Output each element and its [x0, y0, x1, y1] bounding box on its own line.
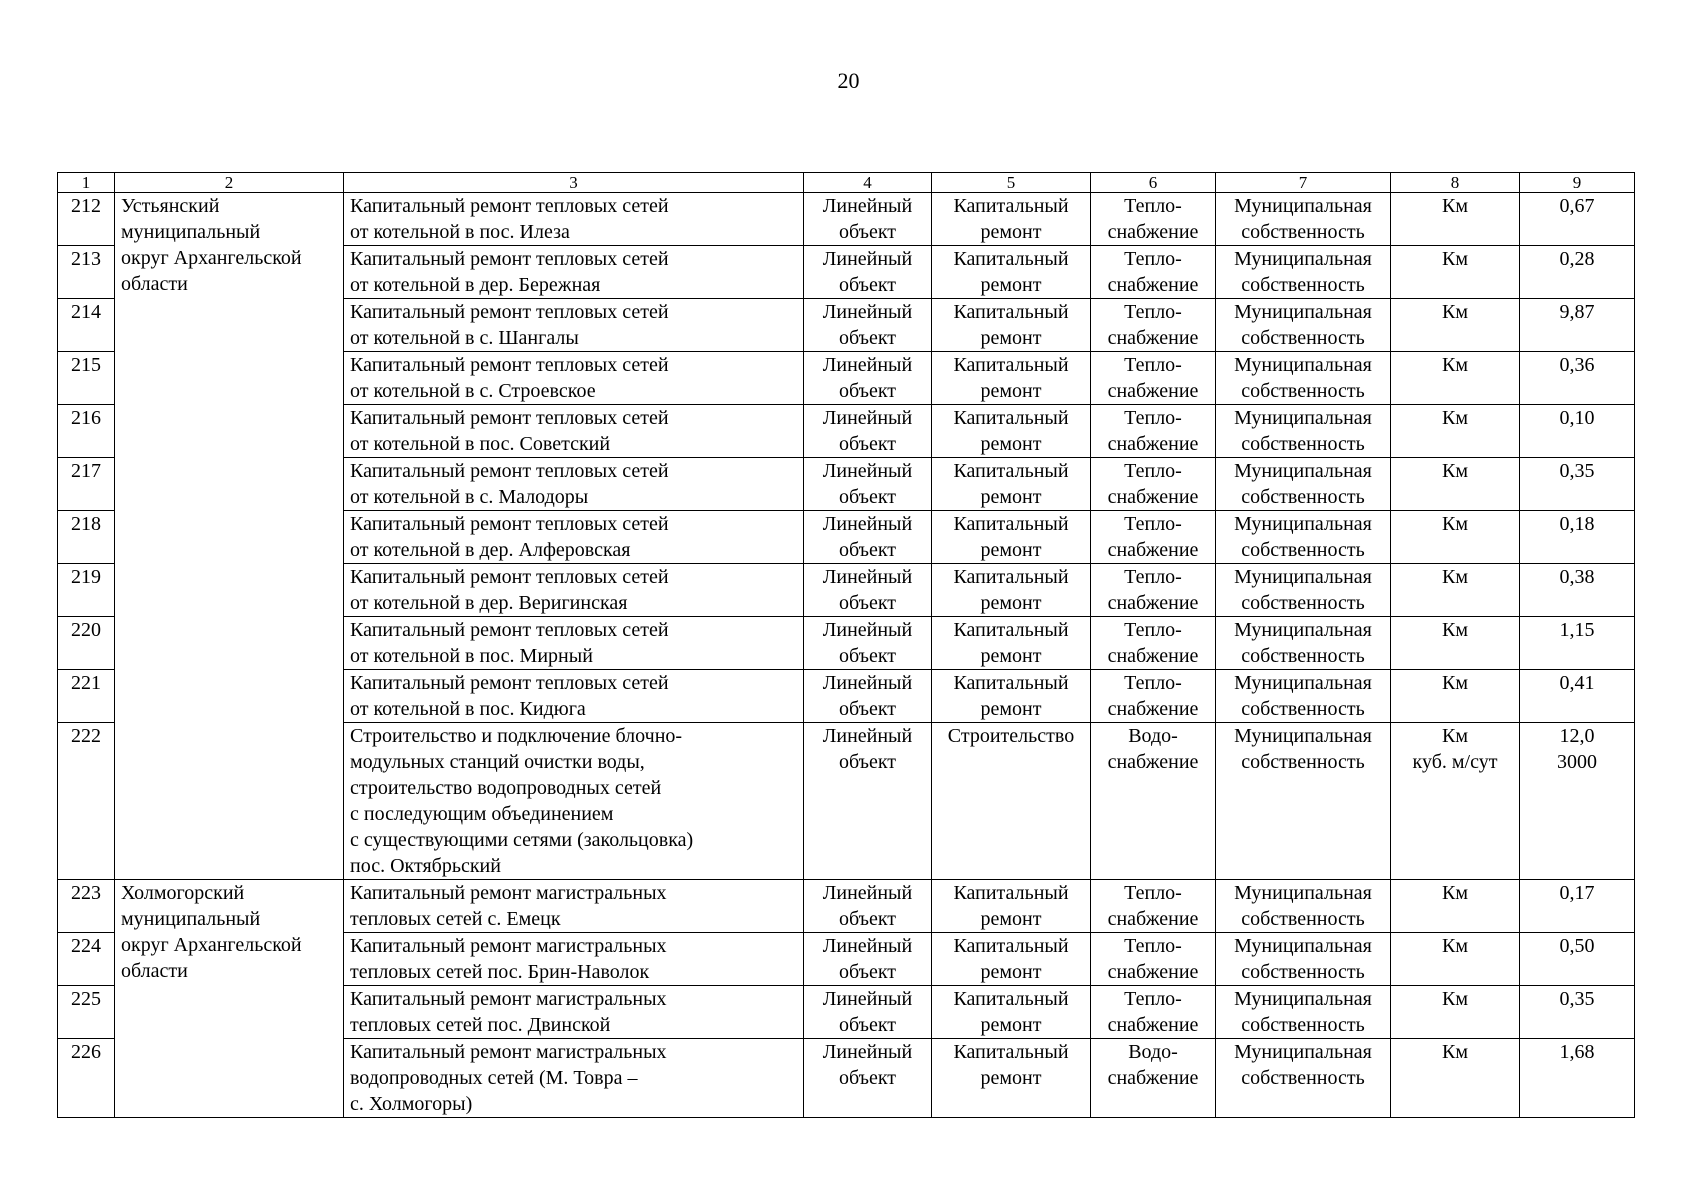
- unit-cell: Км: [1391, 511, 1520, 564]
- object-name-cell: Капитальный ремонт тепловых сетей от котельной в с. Малодоры: [344, 458, 804, 511]
- object-name-cell: Капитальный ремонт магистральных тепловых сетей пос. Брин-Наволок: [344, 933, 804, 986]
- object-type-cell: Линейный объект: [804, 564, 932, 617]
- column-number-row: [58, 173, 1635, 193]
- row-number-cell: 220: [58, 617, 115, 670]
- municipality-cell: Холмогорский муниципальный округ Архангельской области: [115, 880, 344, 1118]
- object-name-cell: Капитальный ремонт тепловых сетей от котельной в дер. Бережная: [344, 246, 804, 299]
- table-row: [58, 880, 1635, 933]
- value-cell: 0,18: [1520, 511, 1635, 564]
- sphere-cell: Водо- снабжение: [1091, 723, 1216, 880]
- column-number: 9: [1520, 173, 1635, 193]
- object-type-cell: Линейный объект: [804, 405, 932, 458]
- sphere-cell: Тепло- снабжение: [1091, 405, 1216, 458]
- sphere-cell: Тепло- снабжение: [1091, 617, 1216, 670]
- value-cell: 0,50: [1520, 933, 1635, 986]
- unit-cell: Км: [1391, 458, 1520, 511]
- ownership-cell: Муниципальная собственность: [1216, 723, 1391, 880]
- row-number-cell: 212: [58, 193, 115, 246]
- object-type-cell: Линейный объект: [804, 723, 932, 880]
- value-cell: 1,68: [1520, 1039, 1635, 1118]
- value-cell: 0,38: [1520, 564, 1635, 617]
- ownership-cell: Муниципальная собственность: [1216, 405, 1391, 458]
- object-type-cell: Линейный объект: [804, 352, 932, 405]
- object-type-cell: Линейный объект: [804, 617, 932, 670]
- work-type-cell: Строительство: [932, 723, 1091, 880]
- value-cell: 9,87: [1520, 299, 1635, 352]
- work-type-cell: Капитальный ремонт: [932, 880, 1091, 933]
- unit-cell: Км: [1391, 193, 1520, 246]
- object-name-cell: Капитальный ремонт тепловых сетей от котельной в пос. Мирный: [344, 617, 804, 670]
- object-type-cell: Линейный объект: [804, 1039, 932, 1118]
- ownership-cell: Муниципальная собственность: [1216, 352, 1391, 405]
- work-type-cell: Капитальный ремонт: [932, 670, 1091, 723]
- work-type-cell: Капитальный ремонт: [932, 352, 1091, 405]
- row-number-cell: 222: [58, 723, 115, 880]
- ownership-cell: Муниципальная собственность: [1216, 299, 1391, 352]
- column-number: 2: [115, 173, 344, 193]
- row-number-cell: 217: [58, 458, 115, 511]
- page-number: 20: [837, 68, 860, 93]
- ownership-cell: Муниципальная собственность: [1216, 193, 1391, 246]
- row-number-cell: 224: [58, 933, 115, 986]
- ownership-cell: Муниципальная собственность: [1216, 246, 1391, 299]
- object-name-cell: Капитальный ремонт тепловых сетей от котельной в с. Шангалы: [344, 299, 804, 352]
- object-type-cell: Линейный объект: [804, 670, 932, 723]
- value-cell: 0,28: [1520, 246, 1635, 299]
- column-number: 5: [932, 173, 1091, 193]
- row-number-cell: 223: [58, 880, 115, 933]
- ownership-cell: Муниципальная собственность: [1216, 1039, 1391, 1118]
- column-number: 3: [344, 173, 804, 193]
- unit-cell: Км: [1391, 1039, 1520, 1118]
- work-type-cell: Капитальный ремонт: [932, 986, 1091, 1039]
- column-number: 8: [1391, 173, 1520, 193]
- work-type-cell: Капитальный ремонт: [932, 511, 1091, 564]
- work-type-cell: Капитальный ремонт: [932, 617, 1091, 670]
- object-name-cell: Капитальный ремонт магистральных тепловых сетей пос. Двинской: [344, 986, 804, 1039]
- value-cell: 0,35: [1520, 986, 1635, 1039]
- unit-cell: Км: [1391, 299, 1520, 352]
- sphere-cell: Тепло- снабжение: [1091, 352, 1216, 405]
- row-number-cell: 219: [58, 564, 115, 617]
- value-cell: 0,41: [1520, 670, 1635, 723]
- object-name-cell: Капитальный ремонт тепловых сетей от котельной в пос. Илеза: [344, 193, 804, 246]
- work-type-cell: Капитальный ремонт: [932, 405, 1091, 458]
- sphere-cell: Водо- снабжение: [1091, 1039, 1216, 1118]
- object-type-cell: Линейный объект: [804, 246, 932, 299]
- unit-cell: Км: [1391, 670, 1520, 723]
- ownership-cell: Муниципальная собственность: [1216, 564, 1391, 617]
- municipality-cell: Устьянский муниципальный округ Архангельской области: [115, 193, 344, 880]
- work-type-cell: Капитальный ремонт: [932, 458, 1091, 511]
- row-number-cell: 225: [58, 986, 115, 1039]
- row-number-cell: 215: [58, 352, 115, 405]
- object-type-cell: Линейный объект: [804, 986, 932, 1039]
- sphere-cell: Тепло- снабжение: [1091, 670, 1216, 723]
- row-number-cell: 214: [58, 299, 115, 352]
- ownership-cell: Муниципальная собственность: [1216, 880, 1391, 933]
- object-name-cell: Капитальный ремонт тепловых сетей от котельной в дер. Веригинская: [344, 564, 804, 617]
- ownership-cell: Муниципальная собственность: [1216, 617, 1391, 670]
- ownership-cell: Муниципальная собственность: [1216, 986, 1391, 1039]
- column-number: 6: [1091, 173, 1216, 193]
- object-type-cell: Линейный объект: [804, 933, 932, 986]
- object-name-cell: Капитальный ремонт магистральных водопроводных сетей (М. Товра – с. Холмогоры): [344, 1039, 804, 1118]
- unit-cell: Км: [1391, 617, 1520, 670]
- ownership-cell: Муниципальная собственность: [1216, 511, 1391, 564]
- object-name-cell: Капитальный ремонт тепловых сетей от котельной в пос. Кидюга: [344, 670, 804, 723]
- unit-cell: Км: [1391, 405, 1520, 458]
- table-body: [58, 193, 1635, 1118]
- value-cell: 12,0 3000: [1520, 723, 1635, 880]
- sphere-cell: Тепло- снабжение: [1091, 458, 1216, 511]
- work-type-cell: Капитальный ремонт: [932, 299, 1091, 352]
- object-name-cell: Капитальный ремонт тепловых сетей от котельной в дер. Алферовская: [344, 511, 804, 564]
- column-number: 1: [58, 173, 115, 193]
- object-type-cell: Линейный объект: [804, 880, 932, 933]
- sphere-cell: Тепло- снабжение: [1091, 511, 1216, 564]
- sphere-cell: Тепло- снабжение: [1091, 299, 1216, 352]
- object-type-cell: Линейный объект: [804, 193, 932, 246]
- row-number-cell: 221: [58, 670, 115, 723]
- object-type-cell: Линейный объект: [804, 511, 932, 564]
- row-number-cell: 213: [58, 246, 115, 299]
- value-cell: 0,35: [1520, 458, 1635, 511]
- object-type-cell: Линейный объект: [804, 299, 932, 352]
- unit-cell: Км: [1391, 933, 1520, 986]
- value-cell: 0,17: [1520, 880, 1635, 933]
- row-number-cell: 218: [58, 511, 115, 564]
- ownership-cell: Муниципальная собственность: [1216, 458, 1391, 511]
- sphere-cell: Тепло- снабжение: [1091, 246, 1216, 299]
- value-cell: 0,10: [1520, 405, 1635, 458]
- value-cell: 1,15: [1520, 617, 1635, 670]
- object-name-cell: Капитальный ремонт тепловых сетей от котельной в с. Строевское: [344, 352, 804, 405]
- column-number: 7: [1216, 173, 1391, 193]
- object-type-cell: Линейный объект: [804, 458, 932, 511]
- unit-cell: Км: [1391, 986, 1520, 1039]
- table-row: [58, 193, 1635, 246]
- objects-table: [57, 172, 1635, 1118]
- row-number-cell: 216: [58, 405, 115, 458]
- object-name-cell: Строительство и подключение блочно- модульных станций очистки воды, строительство водопроводных сетей с последующим объединением с существующими сетями (закольцовка) пос. Октябрьский: [344, 723, 804, 880]
- unit-cell: Км: [1391, 352, 1520, 405]
- unit-cell: Км: [1391, 564, 1520, 617]
- sphere-cell: Тепло- снабжение: [1091, 193, 1216, 246]
- sphere-cell: Тепло- снабжение: [1091, 564, 1216, 617]
- unit-cell: Км: [1391, 880, 1520, 933]
- unit-cell: Км: [1391, 246, 1520, 299]
- object-name-cell: Капитальный ремонт тепловых сетей от котельной в пос. Советский: [344, 405, 804, 458]
- work-type-cell: Капитальный ремонт: [932, 193, 1091, 246]
- column-number: 4: [804, 173, 932, 193]
- row-number-cell: 226: [58, 1039, 115, 1118]
- sphere-cell: Тепло- снабжение: [1091, 986, 1216, 1039]
- work-type-cell: Капитальный ремонт: [932, 564, 1091, 617]
- work-type-cell: Капитальный ремонт: [932, 246, 1091, 299]
- value-cell: 0,36: [1520, 352, 1635, 405]
- object-name-cell: Капитальный ремонт магистральных тепловых сетей с. Емецк: [344, 880, 804, 933]
- work-type-cell: Капитальный ремонт: [932, 933, 1091, 986]
- ownership-cell: Муниципальная собственность: [1216, 670, 1391, 723]
- unit-cell: Км куб. м/сут: [1391, 723, 1520, 880]
- value-cell: 0,67: [1520, 193, 1635, 246]
- sphere-cell: Тепло- снабжение: [1091, 880, 1216, 933]
- work-type-cell: Капитальный ремонт: [932, 1039, 1091, 1118]
- ownership-cell: Муниципальная собственность: [1216, 933, 1391, 986]
- sphere-cell: Тепло- снабжение: [1091, 933, 1216, 986]
